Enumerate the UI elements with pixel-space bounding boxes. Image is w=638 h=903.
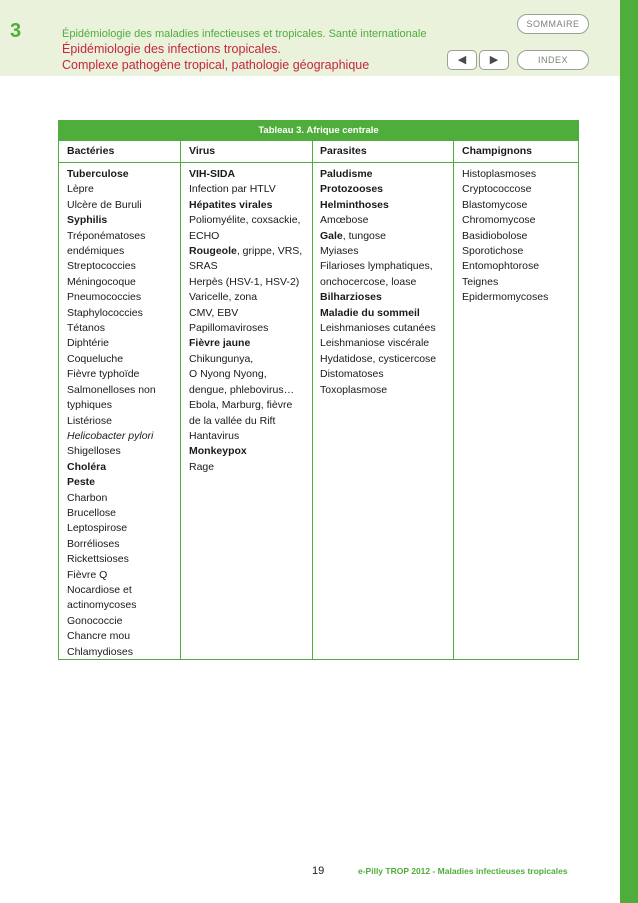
column-divider bbox=[180, 141, 181, 659]
table-cell-line bbox=[189, 213, 302, 228]
table-cell-line bbox=[67, 182, 156, 197]
table-cell-line bbox=[67, 167, 156, 182]
cell-text: Varicelle, zona bbox=[189, 291, 258, 304]
cell-text: Chlamydioses bbox=[67, 645, 133, 658]
table-cell-line bbox=[67, 521, 156, 536]
table-cell-line bbox=[320, 367, 436, 382]
table-cell-line bbox=[67, 645, 156, 660]
cell-text: Syphilis bbox=[67, 214, 108, 227]
cell-text: Listériose bbox=[67, 414, 112, 427]
table-cell-line bbox=[67, 614, 156, 629]
cell-text: Tétanos bbox=[67, 322, 105, 335]
table-cell-line bbox=[462, 259, 548, 274]
table-cell-line bbox=[462, 244, 548, 259]
table-cell-line bbox=[320, 275, 436, 290]
cell-text: Gonococcie bbox=[67, 614, 123, 627]
cell-text: Chancre mou bbox=[67, 630, 131, 643]
column-divider bbox=[453, 141, 454, 659]
cell-text: Paludisme bbox=[320, 168, 373, 180]
column-bacteries bbox=[67, 167, 156, 660]
table-cell-line bbox=[67, 429, 156, 444]
cell-text: Poliomyélite, coxsackie, bbox=[189, 214, 301, 227]
table-cell-line bbox=[67, 444, 156, 459]
column-header-parasites: Parasites bbox=[320, 145, 367, 157]
header-divider bbox=[59, 162, 578, 163]
table-cell-line bbox=[320, 229, 436, 244]
table-cell-line bbox=[189, 429, 302, 444]
table-cell-line bbox=[67, 568, 156, 583]
table-cell-line bbox=[320, 306, 436, 321]
column-parasites bbox=[320, 167, 436, 398]
table-cell-line bbox=[67, 598, 156, 613]
cell-text: Tréponématoses bbox=[67, 229, 146, 242]
cell-text: VIH-SIDA bbox=[189, 168, 236, 180]
cell-text: Staphylococcies bbox=[67, 306, 143, 319]
table-title: Tableau 3. Afrique centrale bbox=[59, 121, 578, 141]
cell-text: Hantavirus bbox=[189, 429, 240, 442]
cell-text: Cryptococcose bbox=[462, 183, 532, 196]
cell-text: Infection par HTLV bbox=[189, 183, 276, 196]
cell-text: Entomophtorose bbox=[462, 260, 540, 273]
cell-text: ECHO bbox=[189, 229, 220, 242]
disease-table bbox=[58, 120, 579, 660]
cell-text: Toxoplasmose bbox=[320, 383, 388, 396]
cell-text: Chromomycose bbox=[462, 214, 536, 227]
cell-text: Chikungunya, bbox=[189, 352, 254, 365]
table-cell-line bbox=[320, 259, 436, 274]
column-header-virus: Virus bbox=[189, 145, 216, 157]
table-cell-line bbox=[320, 244, 436, 259]
table-cell-line bbox=[462, 229, 548, 244]
table-cell-line bbox=[320, 383, 436, 398]
cell-text: Leishmanioses cutanées bbox=[320, 322, 436, 335]
table-cell-line bbox=[67, 352, 156, 367]
chapter-title: Épidémiologie des maladies infectieuses et tropicales. Santé internationale bbox=[62, 28, 427, 40]
table-cell-line bbox=[320, 290, 436, 305]
table-cell-line bbox=[67, 552, 156, 567]
cell-text: Rage bbox=[189, 460, 215, 473]
table-cell-line bbox=[189, 383, 302, 398]
table-cell-line bbox=[462, 167, 548, 182]
cell-text: Shigelloses bbox=[67, 445, 121, 458]
cell-text: Rickettsioses bbox=[67, 553, 129, 566]
cell-text: Myiases bbox=[320, 245, 359, 258]
table-cell-line bbox=[67, 367, 156, 382]
cell-text: Monkeypox bbox=[189, 445, 247, 458]
cell-text: de la vallée du Rift bbox=[189, 414, 276, 427]
cell-text: Hydatidose, cysticercose bbox=[320, 352, 437, 365]
cell-text: Basidiobolose bbox=[462, 229, 528, 242]
sommaire-button[interactable]: SOMMAIRE bbox=[517, 14, 589, 34]
table-cell-line bbox=[189, 244, 302, 259]
cell-text: Filarioses lymphatiques, bbox=[320, 260, 433, 273]
cell-text: Salmonelloses non bbox=[67, 383, 156, 396]
cell-text: SRAS bbox=[189, 260, 218, 273]
cell-text: Helminthoses bbox=[320, 198, 389, 211]
cell-text: Fièvre typhoïde bbox=[67, 368, 140, 381]
cell-text: Choléra bbox=[67, 460, 107, 473]
cell-text-suffix: , grippe, VRS, bbox=[236, 245, 303, 258]
table-cell-line bbox=[189, 259, 302, 274]
table-cell-line bbox=[189, 444, 302, 459]
table-cell-line bbox=[67, 198, 156, 213]
table-cell-line bbox=[189, 398, 302, 413]
table-cell-line bbox=[189, 290, 302, 305]
table-cell-line bbox=[67, 583, 156, 598]
table-cell-line bbox=[320, 321, 436, 336]
page-number: 19 bbox=[312, 865, 325, 877]
cell-text: onchocercose, loase bbox=[320, 275, 417, 288]
previous-page-button[interactable] bbox=[447, 50, 477, 70]
cell-text: Nocardiose et bbox=[67, 583, 132, 596]
table-cell-line bbox=[189, 306, 302, 321]
cell-text: Rougeole bbox=[189, 245, 237, 258]
table-cell-line bbox=[320, 182, 436, 197]
table-cell-line bbox=[462, 275, 548, 290]
cell-text: Epidermomycoses bbox=[462, 291, 549, 304]
cell-text: typhiques bbox=[67, 399, 112, 412]
column-divider bbox=[312, 141, 313, 659]
table-cell-line bbox=[189, 336, 302, 351]
table-cell-line bbox=[67, 336, 156, 351]
page-header bbox=[0, 0, 620, 76]
table-cell-line bbox=[189, 198, 302, 213]
cell-text: Charbon bbox=[67, 491, 108, 504]
cell-text: Ulcère de Buruli bbox=[67, 198, 142, 211]
cell-text: Fièvre jaune bbox=[189, 337, 251, 350]
table-cell-line bbox=[320, 352, 436, 367]
table-cell-line bbox=[67, 275, 156, 290]
section-subtitle-line1: Épidémiologie des infections tropicales. bbox=[62, 42, 281, 56]
arrow-left-icon: ◀ bbox=[457, 54, 467, 66]
chapter-number: 3 bbox=[10, 20, 22, 42]
cell-text: actinomycoses bbox=[67, 599, 137, 612]
cell-text: Herpès (HSV-1, HSV-2) bbox=[189, 275, 300, 288]
cell-text: Tuberculose bbox=[67, 168, 129, 180]
table-cell-line bbox=[189, 321, 302, 336]
table-cell-line bbox=[189, 229, 302, 244]
cell-text: Distomatoses bbox=[320, 368, 384, 381]
cell-text: Bilharzioses bbox=[320, 291, 382, 304]
table-cell-line bbox=[67, 259, 156, 274]
column-champignons bbox=[462, 167, 548, 306]
table-cell-line bbox=[67, 321, 156, 336]
cell-text: Brucellose bbox=[67, 506, 117, 519]
cell-text: Lèpre bbox=[67, 183, 94, 196]
table-cell-line bbox=[189, 182, 302, 197]
table-cell-line bbox=[67, 398, 156, 413]
table-cell-line bbox=[462, 182, 548, 197]
table-cell-line bbox=[320, 167, 436, 182]
cell-text: dengue, phlebovirus… bbox=[189, 383, 295, 396]
table-cell-line bbox=[189, 352, 302, 367]
table-cell-line bbox=[189, 460, 302, 475]
cell-text: endémiques bbox=[67, 245, 125, 258]
cell-text: Diphtérie bbox=[67, 337, 110, 350]
cell-text: Protozooses bbox=[320, 183, 384, 196]
index-button[interactable]: INDEX bbox=[517, 50, 589, 70]
arrow-right-icon: ▶ bbox=[489, 54, 499, 66]
table-cell-line bbox=[67, 491, 156, 506]
table-cell-line bbox=[67, 290, 156, 305]
table-cell-line bbox=[320, 213, 436, 228]
cell-text-suffix: , tungose bbox=[342, 229, 386, 242]
cell-text: Hépatites virales bbox=[189, 198, 273, 211]
footer-publication: e-Pilly TROP 2012 - Maladies infectieuses tropicales bbox=[358, 866, 568, 876]
cell-text: Amœbose bbox=[320, 214, 369, 227]
table-cell-line bbox=[67, 506, 156, 521]
table-cell-line bbox=[462, 213, 548, 228]
cell-text: Borrélioses bbox=[67, 537, 120, 550]
cell-text: Gale bbox=[320, 229, 343, 242]
section-subtitle-line2: Complexe pathogène tropical, pathologie géographique bbox=[62, 58, 370, 72]
cell-text: Helicobacter pylori bbox=[67, 429, 154, 442]
cell-text: Coqueluche bbox=[67, 352, 124, 365]
cell-text: Streptococcies bbox=[67, 260, 136, 273]
table-cell-line bbox=[320, 198, 436, 213]
cell-text: Leptospirose bbox=[67, 522, 128, 535]
right-edge-bar bbox=[620, 0, 638, 903]
table-cell-line bbox=[67, 537, 156, 552]
cell-text: Papillomaviroses bbox=[189, 322, 269, 335]
table-cell-line bbox=[189, 167, 302, 182]
table-cell-line bbox=[320, 336, 436, 351]
cell-text: O Nyong Nyong, bbox=[189, 368, 267, 381]
table-cell-line bbox=[462, 290, 548, 305]
cell-text: Ebola, Marburg, fièvre bbox=[189, 399, 293, 412]
column-header-bacteries: Bactéries bbox=[67, 145, 115, 157]
next-page-button[interactable] bbox=[479, 50, 509, 70]
table-cell-line bbox=[67, 306, 156, 321]
table-cell-line bbox=[67, 383, 156, 398]
table-cell-line bbox=[67, 213, 156, 228]
table-cell-line bbox=[67, 229, 156, 244]
table-cell-line bbox=[189, 275, 302, 290]
cell-text: Sporotichose bbox=[462, 245, 524, 258]
cell-text: Histoplasmoses bbox=[462, 168, 537, 180]
table-cell-line bbox=[67, 629, 156, 644]
table-cell-line bbox=[189, 367, 302, 382]
column-virus bbox=[189, 167, 302, 475]
cell-text: Maladie du sommeil bbox=[320, 306, 420, 319]
cell-text: Blastomycose bbox=[462, 198, 528, 211]
column-header-champignons: Champignons bbox=[462, 145, 532, 157]
cell-text: Teignes bbox=[462, 275, 499, 288]
table-cell-line bbox=[67, 414, 156, 429]
table-cell-line bbox=[67, 460, 156, 475]
cell-text: CMV, EBV bbox=[189, 306, 239, 319]
cell-text: Leishmaniose viscérale bbox=[320, 337, 430, 350]
table-cell-line bbox=[67, 244, 156, 259]
cell-text: Fièvre Q bbox=[67, 568, 108, 581]
cell-text: Méningocoque bbox=[67, 275, 136, 288]
cell-text: Peste bbox=[67, 476, 96, 489]
table-cell-line bbox=[462, 198, 548, 213]
cell-text: Pneumococcies bbox=[67, 291, 142, 304]
table-cell-line bbox=[67, 475, 156, 490]
table-cell-line bbox=[189, 414, 302, 429]
